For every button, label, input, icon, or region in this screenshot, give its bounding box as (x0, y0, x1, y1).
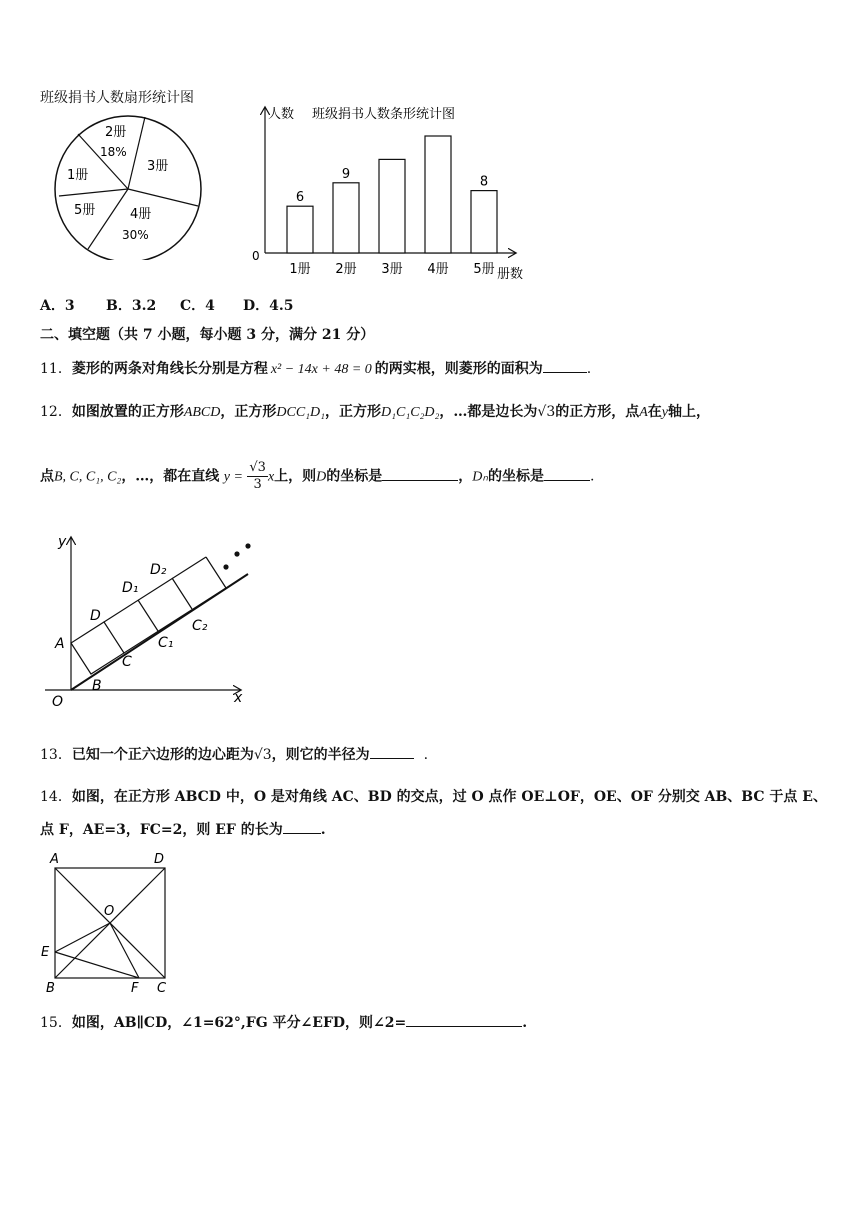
period: . (590, 468, 595, 485)
dot (234, 551, 239, 556)
question-text: ，则它的半径为 (271, 747, 370, 763)
label-y: y (58, 534, 67, 550)
math-label: ABCD (183, 405, 221, 420)
square-edge (138, 600, 158, 631)
fraction-denominator: 3 (253, 477, 262, 492)
question-text: 的正方形，点 (555, 404, 640, 420)
bar-3 (379, 159, 405, 253)
fraction-numerator: √3 (249, 460, 266, 475)
label-x: x (234, 690, 243, 706)
x-axis-label: 册数 (497, 267, 524, 282)
label-d: D (154, 852, 165, 867)
question-text: ，…，都在直线 (121, 468, 220, 485)
bar-chart (250, 100, 540, 285)
bar-group (287, 136, 497, 277)
category-label: 3册 (381, 262, 403, 277)
answer-blank (544, 466, 590, 481)
pie-slice-label: 4册 (130, 207, 152, 222)
math-label: D (316, 469, 327, 485)
bar-5 (471, 191, 497, 253)
question-14-line-1 (40, 787, 827, 807)
question-number: 14． (40, 789, 72, 805)
pie-chart-title: 班级捐书人数扇形统计图 (40, 90, 194, 106)
question-number: 12． (40, 404, 72, 420)
math-label: x (267, 469, 275, 485)
pie-slice-pct: 30% (122, 228, 149, 242)
answer-blank (543, 358, 587, 373)
section-heading: 二、填空题（共 7 小题，每小题 3 分，满分 21 分） (40, 327, 375, 343)
period: . (522, 1015, 528, 1031)
math-label: Dₙ (472, 469, 488, 485)
label-c: C (157, 981, 167, 996)
label-a: A (55, 636, 65, 652)
bar-value-label: 6 (295, 190, 305, 206)
bar-1 (287, 206, 313, 253)
origin-label: 0 (252, 249, 260, 263)
math-root: √3 (253, 747, 272, 763)
label-o: O (52, 694, 64, 710)
equation: x² − 14x + 48 = 0 (270, 362, 372, 377)
question-text: 如图，在正方形 ABCD 中，O 是对角线 AC、BD 的交点，过 O 点作 OE⊥OF，OE、OF 分别交 AB、BC 于点 E、 (71, 789, 827, 805)
question-text: 点 F，AE=3，FC=2，则 EF 的长为 (40, 822, 283, 838)
square-abcd (71, 622, 124, 674)
question-12-line-2 (40, 460, 594, 493)
label-b: B (46, 981, 55, 996)
math-label: DCC₁D₁ (276, 405, 326, 420)
question-text: 的坐标是 (488, 468, 544, 485)
math-label: B, C, C₁, C₂ (54, 469, 122, 485)
pie-slice-pct: 18% (100, 145, 127, 159)
pie-chart (50, 110, 210, 260)
option-d: D．4.5 (243, 298, 294, 314)
answer-blank (382, 466, 458, 481)
question-text: 如图，AB∥CD，∠1=62°,FG 平分∠EFD，则∠2= (71, 1015, 407, 1031)
answer-blank (370, 744, 414, 759)
question-11 (40, 358, 591, 380)
question-text: ，…都是边长为 (439, 404, 538, 420)
label-b: B (92, 678, 102, 694)
pie-slice-label: 3册 (147, 159, 169, 174)
answer-blank (283, 819, 321, 834)
question-text: 已知一个正六边形的边心距为 (71, 747, 254, 763)
category-label: 5册 (473, 262, 495, 277)
category-label: 2册 (335, 262, 357, 277)
square-edge (206, 557, 226, 588)
question-13 (40, 744, 428, 765)
category-label: 4册 (427, 262, 449, 277)
math-label: y = (223, 469, 243, 485)
question-text: 如图放置的正方形 (71, 404, 184, 420)
option-a: A．3 (40, 298, 75, 314)
bar-value-label: 9 (341, 166, 351, 182)
square-bottom-edge (124, 588, 226, 653)
square-edge (172, 578, 192, 609)
question-text: ， (458, 468, 473, 485)
label-o: O (104, 904, 115, 919)
dot (245, 543, 250, 548)
bar-2 (333, 183, 359, 253)
option-c: C．4 (180, 298, 215, 314)
question-text: ，正方形 (220, 404, 277, 420)
bar-value-label: 8 (479, 174, 489, 190)
question-text: 在 (647, 404, 662, 420)
bar-chart-title: 班级捐书人数条形统计图 (312, 107, 456, 122)
period: . (320, 822, 326, 838)
fraction (247, 460, 268, 493)
dot (223, 564, 228, 569)
segment-oe (55, 923, 110, 952)
question-14-line-2 (40, 819, 326, 840)
label-c1: C₁ (158, 635, 174, 651)
figure-12 (40, 530, 260, 715)
question-text: 点 (40, 468, 54, 485)
label-f: F (131, 981, 139, 996)
label-d1: D₁ (122, 580, 139, 596)
question-number: 15． (40, 1015, 72, 1031)
question-text: 菱形的两条对角线长分别是方程 (71, 361, 268, 377)
math-root: √3 (537, 404, 556, 420)
question-text: ，正方形 (325, 404, 382, 420)
label-d: D (90, 608, 101, 624)
math-label: D₁C₁C₂D₂ (381, 405, 440, 420)
label-c: C (122, 654, 132, 670)
math-label: y (661, 405, 669, 420)
question-15 (40, 1012, 527, 1033)
question-number: 11． (40, 361, 72, 377)
question-12-line-1 (40, 402, 710, 423)
period: . (423, 747, 429, 763)
math-label: A (639, 405, 648, 420)
y-axis-label: 人数 (268, 107, 295, 122)
option-b: B．3.2 (106, 298, 157, 314)
label-e: E (41, 945, 50, 960)
label-c2: C₂ (192, 618, 208, 634)
figure-14 (38, 848, 178, 998)
question-text: 轴上， (668, 404, 711, 420)
question-number: 13． (40, 747, 72, 763)
label-a: A (50, 852, 59, 867)
bar-4 (425, 136, 451, 253)
question-text: 的坐标是 (326, 468, 383, 485)
pie-slice-label: 2册 (105, 125, 127, 140)
pie-slice-label: 5册 (74, 203, 96, 218)
question-text: 上，则 (274, 468, 317, 485)
pie-slice-label: 1册 (67, 168, 89, 183)
category-label: 1册 (289, 262, 311, 277)
label-d2: D₂ (150, 562, 167, 578)
question-text: 的两实根，则菱形的面积为 (374, 361, 543, 377)
period: . (586, 361, 592, 377)
answer-blank (406, 1012, 522, 1027)
